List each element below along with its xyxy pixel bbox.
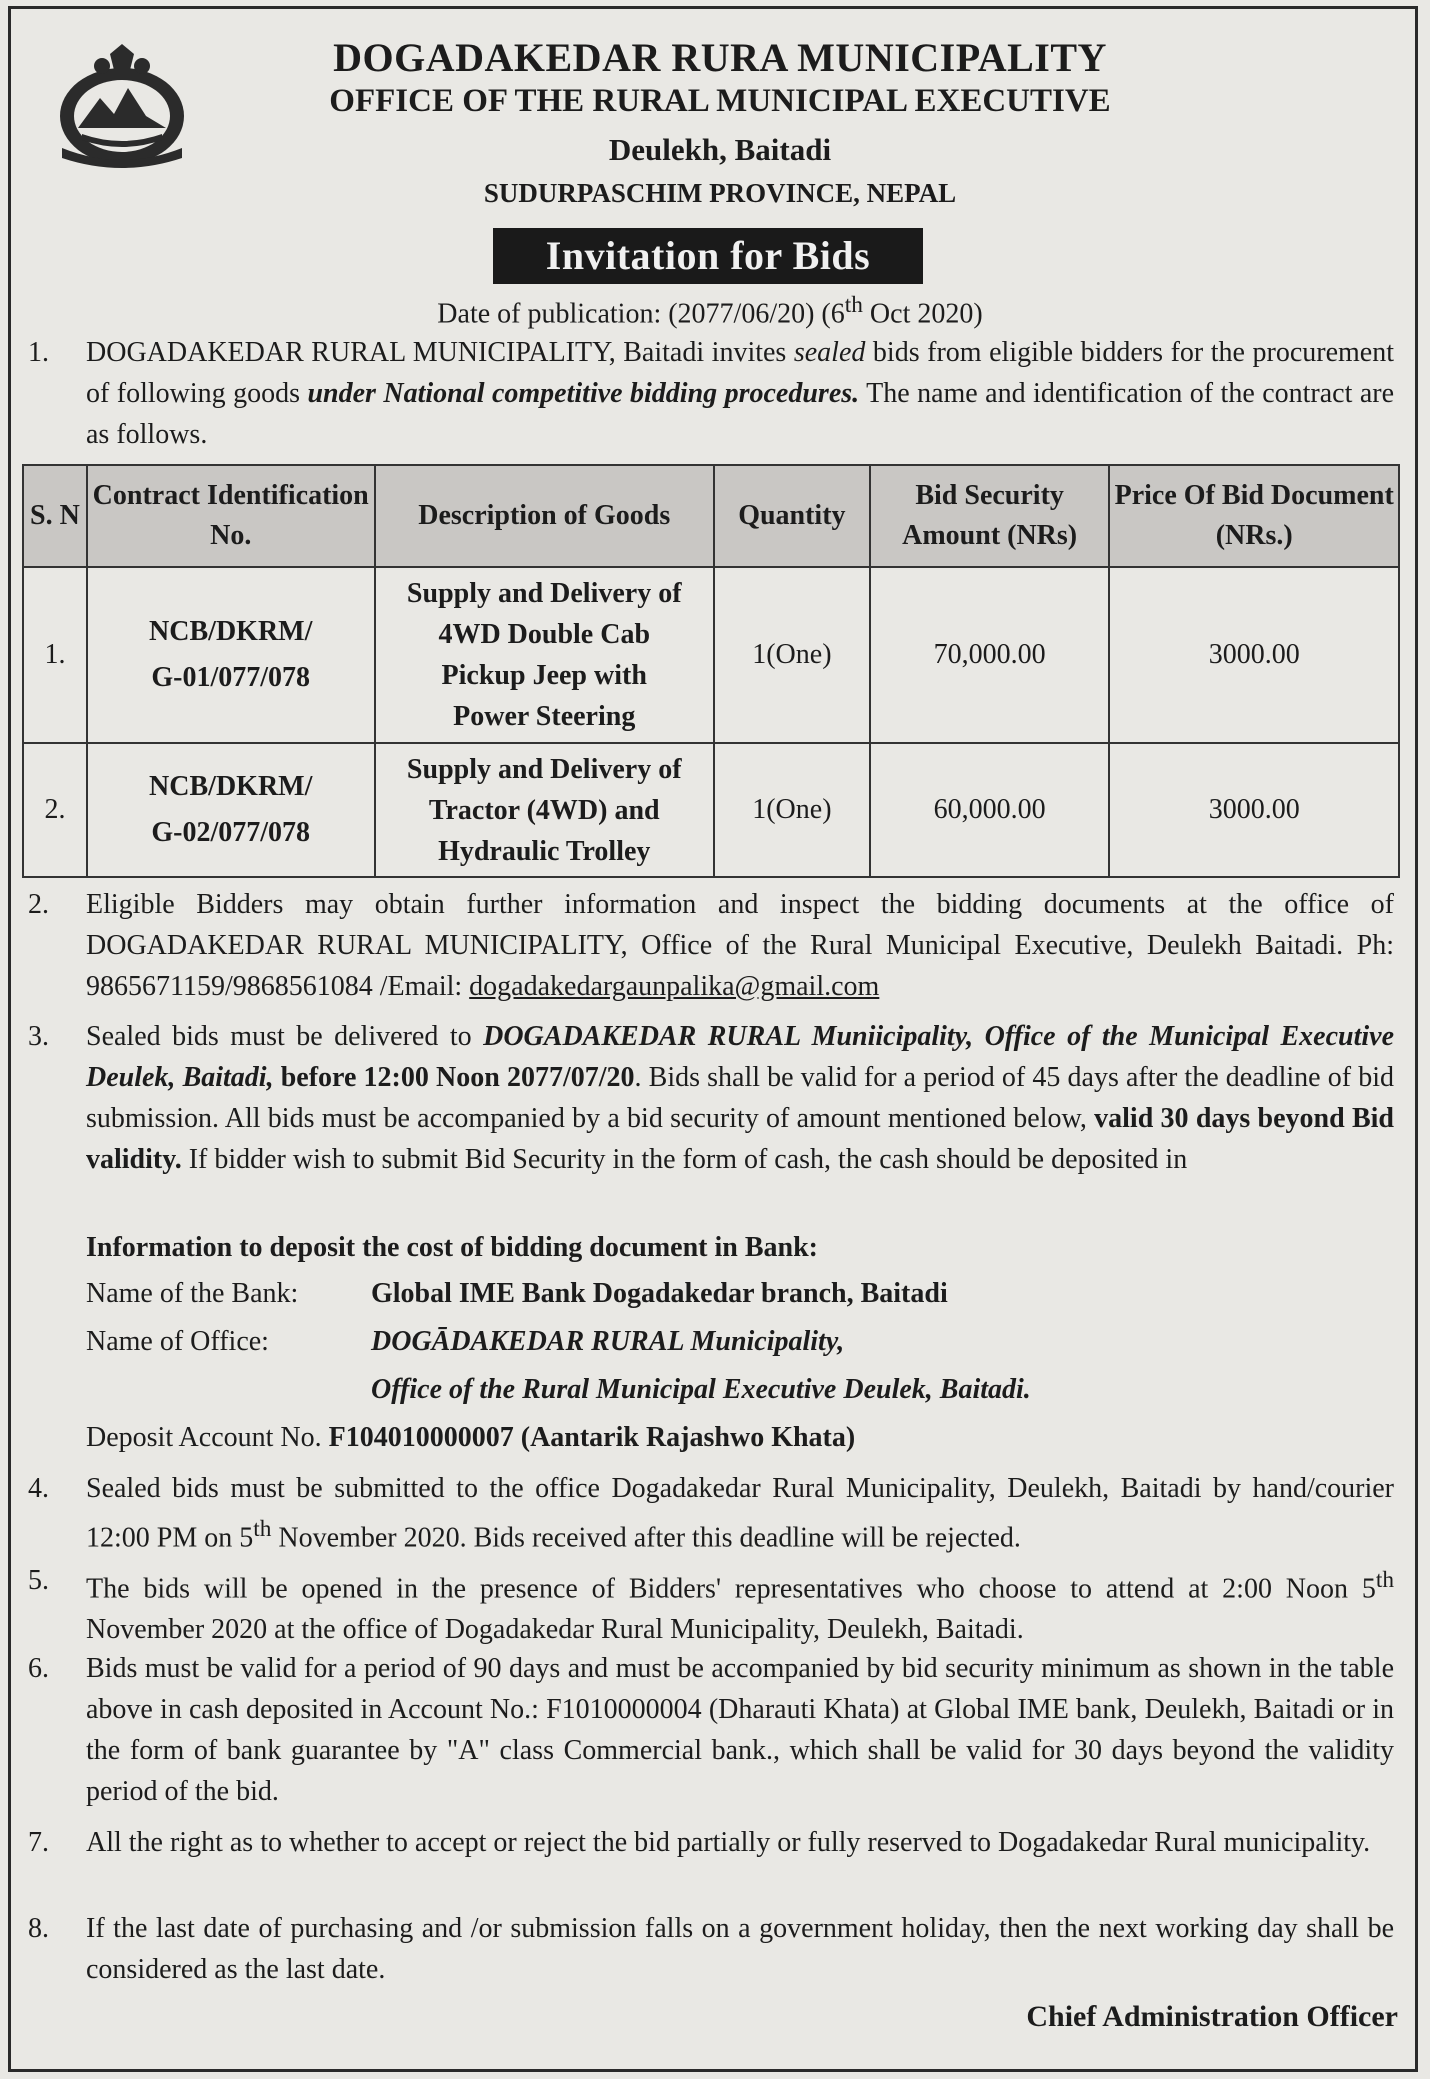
clause-number: 2. [28,889,49,920]
contract-id-line: G-01/077/078 [151,662,311,693]
publication-date-sup: th [844,292,863,318]
clause-number: 6. [28,1653,49,1684]
clause-number: 8. [28,1913,49,1944]
email-link[interactable]: dogadakedargaunpalika@gmail.com [469,971,880,1002]
clause-text [86,1468,1394,1558]
contract-id-line: NCB/DKRM/ [149,616,313,647]
clause-8 [28,1908,1394,1990]
clause-number: 7. [28,1827,49,1858]
clause-1-part-e: The name and identification of the contract are as follows. [86,378,1395,450]
cell-quantity: 1(One) [714,743,870,877]
clause-3 [28,1016,1394,1180]
clause-3-part-f: If bidder wish to submit Bid Security in the form of cash, the cash should be deposited in [181,1144,1188,1175]
cell-price: 3000.00 [1109,743,1399,877]
deposit-account-value: F104010000007 (Aantarik Rajashwo Khata) [328,1422,856,1453]
cell-sn: 1. [23,567,87,743]
cell-sn: 2. [23,743,87,877]
clause-number: 1. [28,337,49,368]
clause-5-part-b: November 2020 at the office of Dogadakedar Rural Municipality, Deulekh, Baitadi. [86,1614,1024,1646]
clause-3-part-c: before 12:00 Noon 2077/07/20 [273,1062,635,1093]
clause-5 [28,1560,1394,1650]
clause-4-part-b: November 2020. Bids received after this deadline will be rejected. [271,1522,1021,1554]
table-header-row [23,465,1399,567]
table-row [23,743,1399,877]
cell-bid-security: 70,000.00 [870,567,1110,743]
cell-contract-id [87,743,375,877]
deposit-office-value: DOGĀDAKEDAR RURAL Municipality, [371,1326,845,1357]
deposit-heading: Information to deposit the cost of bidding document in Bank: [86,1232,818,1263]
header-bid-security: Bid Security Amount (NRs) [870,465,1110,567]
header-description: Description of Goods [375,465,714,567]
clause-number: 4. [28,1473,49,1504]
cell-price: 3000.00 [1109,567,1399,743]
clause-text: If the last date of purchasing and /or submission falls on a government holiday, then the next working day shall be considered as the last date. [86,1913,1394,1985]
cell-contract-id [87,567,375,743]
office-name: OFFICE OF THE RURAL MUNICIPAL EXECUTIVE [329,83,1111,119]
clause-3-part-e: valid 30 days beyond Bid validity. [86,1103,1394,1175]
clause-1-part-c: bids from eligible bidders for the procurement of following goods [86,337,1394,409]
clause-7 [28,1822,1394,1863]
clause-4-sup: th [253,1516,272,1542]
publication-date [260,292,1160,330]
clause-text: Bids must be valid for a period of 90 days and must be accompanied by bid security minimum as shown in the table above in cash deposited in Account No.: F1010000004 (Dharauti Khata) at Global IME bank, Deulekh, Baitadi or in the form of bank guarantee by "A" class Commercial bank., which shall be valid for 30 days beyond the validity period of the bid. [86,1653,1394,1807]
cell-description [375,567,714,743]
description-line: 4WD Double Cab [438,619,651,650]
clause-number: 5. [28,1565,49,1596]
clause-text [86,332,1394,455]
deposit-account-label: Deposit Account No. [86,1422,329,1453]
deposit-office-value-2: Office of the Rural Municipal Executive Deulek, Baitadi. [371,1374,1031,1405]
clause-4-part-a: Sealed bids must be submitted to the office Dogadakedar Rural Municipality, Deulekh, Baitadi by hand/courier 12:00 PM on 5 [86,1473,1394,1554]
contract-id-line: G-02/077/078 [151,817,311,848]
notice-title: Invitation for Bids [493,228,923,284]
description-line: Hydraulic Trolley [438,835,651,867]
signature-title: Chief Administration Officer [1026,2000,1398,2033]
cell-description [375,743,714,877]
contract-id-line: NCB/DKRM/ [149,771,313,802]
deposit-bank-row [86,1278,948,1310]
municipality-name: DOGADAKEDAR RURA MUNICIPALITY [333,35,1107,80]
deposit-bank-label: Name of the Bank: [86,1278,299,1309]
deposit-bank-value: Global IME Bank Dogadakedar branch, Baitadi [371,1278,948,1309]
header-price: Price Of Bid Document (NRs.) [1109,465,1399,567]
header-contract-id: Contract Identification No. [87,465,375,567]
clause-text [86,1016,1394,1180]
publication-date-text: Date of publication: (2077/06/20) (6 [437,298,845,330]
province-name: SUDURPASCHIM PROVINCE, NEPAL [483,178,957,208]
clause-5-part-a: The bids will be opened in the presence of Bidders' representatives who choose to attend at 2:00 Noon 5 [86,1573,1376,1605]
clause-1 [28,332,1394,455]
clause-3-part-a: Sealed bids must be delivered to [86,1021,484,1052]
clause-3-part-b: DOGADAKEDAR RURAL Muniicipality, Office of the Municipal Executive Deulek, Baitadi, [86,1021,1394,1093]
publication-date-rest: Oct 2020) [862,298,983,330]
description-line: Tractor (4WD) and [428,794,660,826]
bids-table [22,464,1400,878]
letterhead [220,30,1220,209]
description-line: Supply and Delivery of [406,578,682,609]
cell-quantity: 1(One) [714,567,870,743]
cell-bid-security: 60,000.00 [870,743,1110,877]
header-sn: S. N [23,465,87,567]
clause-5-sup: th [1375,1567,1394,1593]
clause-2 [28,884,1394,1007]
description-line: Power Steering [453,701,636,732]
deposit-office-row [86,1326,844,1358]
deposit-account-row [86,1422,855,1454]
clause-6 [28,1648,1394,1812]
deposit-office-label: Name of Office: [86,1326,269,1357]
header-quantity: Quantity [714,465,870,567]
clause-2-text: Eligible Bidders may obtain further information and inspect the bidding documents at the office of DOGADAKEDAR RURAL MUNICIPALITY, Office of the Rural Municipal Executive, Deulekh Baitadi. Ph: 9865671159/9868561084 /Email: [86,889,1394,1002]
description-line: Pickup Jeep with [441,660,647,691]
clause-1-part-d: under National competitive bidding procedures. [307,378,860,409]
clause-3-part-d: . Bids shall be valid for a period of 45 days after the deadline of bid submission. All bids must be accompanied by a bid security of amount mentioned below, [86,1062,1394,1134]
office-location: Deulekh, Baitadi [608,132,832,167]
clause-4 [28,1468,1394,1558]
description-line: Supply and Delivery of [406,753,682,785]
clause-text [86,1560,1394,1650]
clause-number: 3. [28,1021,49,1052]
clause-text: All the right as to whether to accept or reject the bid partially or fully reserved to Dogadakedar Rural municipality. [86,1827,1371,1858]
table-row [23,567,1399,743]
clause-1-part-b: sealed [793,337,866,368]
government-emblem-icon [42,36,202,176]
clause-1-part-a: DOGADAKEDAR RURAL MUNICIPALITY, Baitadi invites [86,337,794,368]
clause-text [86,884,1394,1007]
